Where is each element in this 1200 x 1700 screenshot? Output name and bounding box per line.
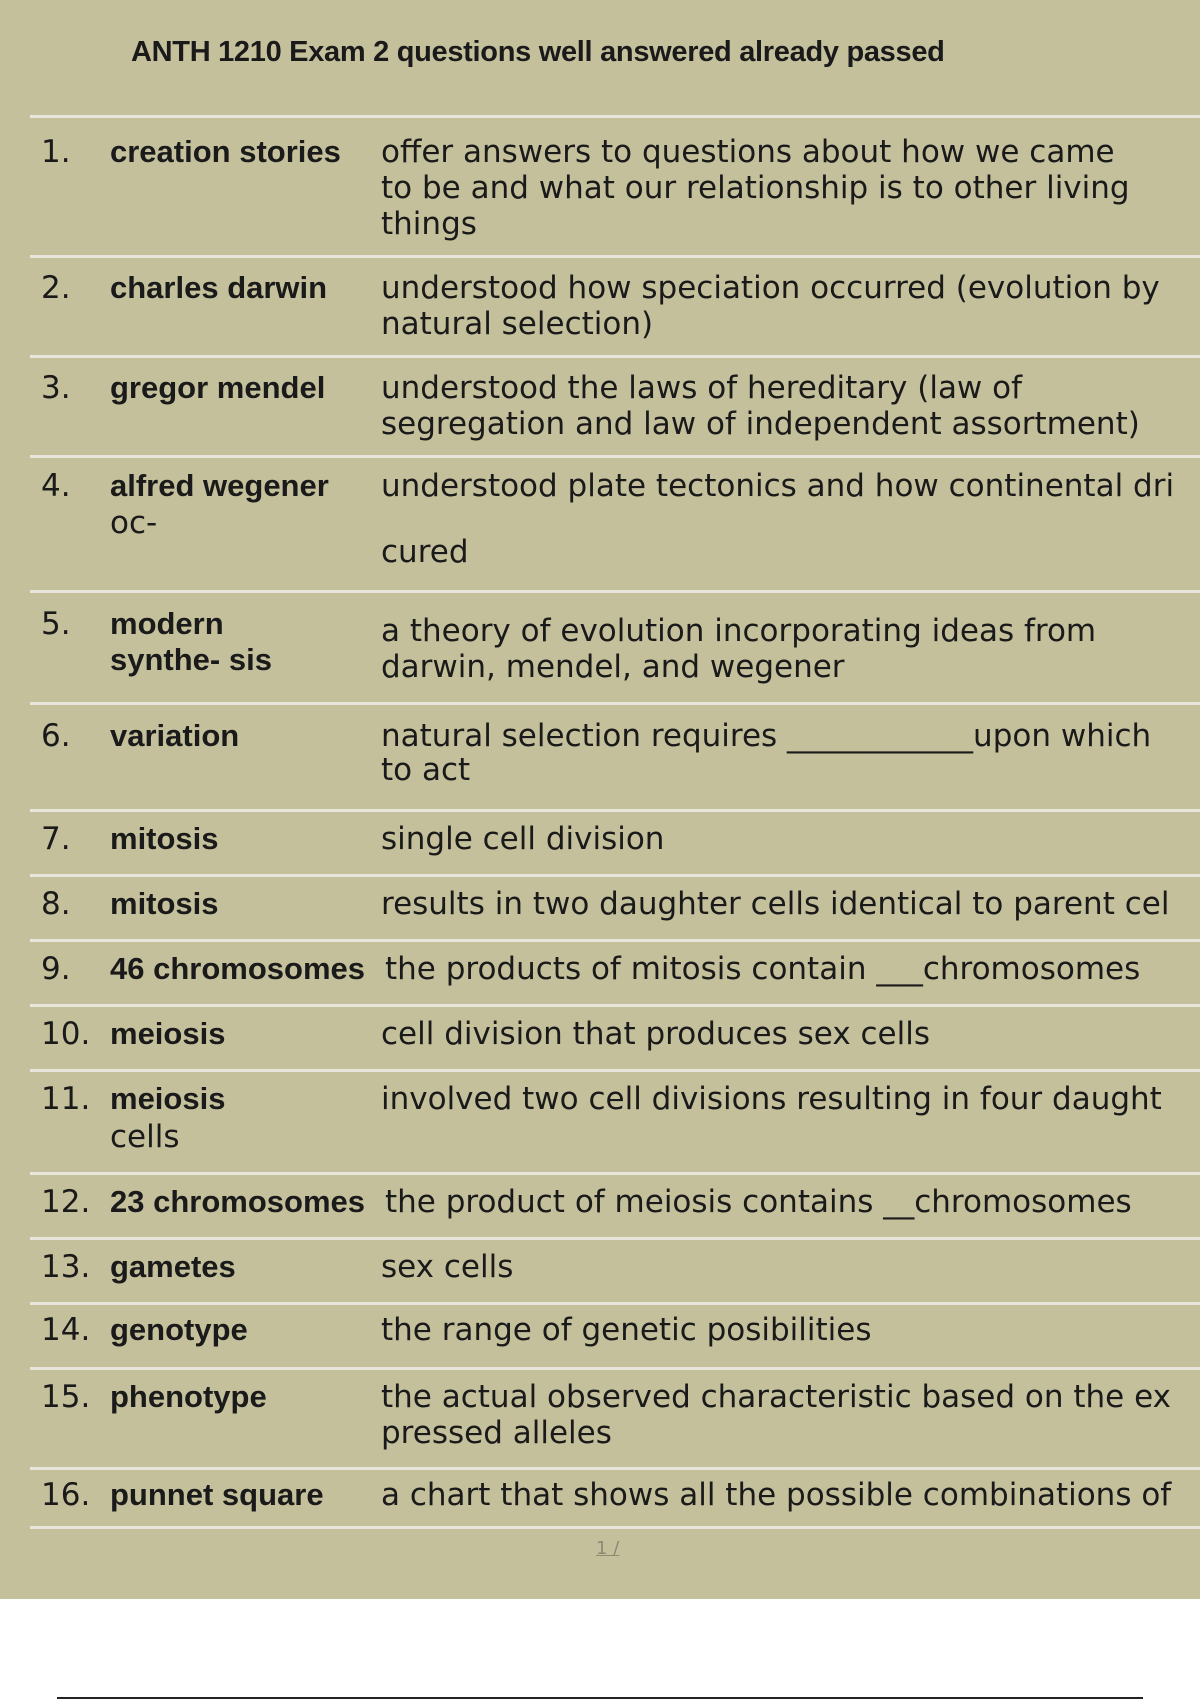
item-number: 6.	[41, 718, 71, 754]
item-definition-line: the product of meiosis contains __chromosomes	[385, 1184, 1132, 1220]
item-number: 8.	[41, 886, 71, 922]
item-definition-line: natural selection)	[381, 306, 654, 342]
item-number: 2.	[41, 270, 71, 306]
list-item	[30, 702, 1200, 809]
list-item	[30, 355, 1200, 455]
item-term-continuation: cells	[110, 1119, 180, 1155]
item-term: mitosis	[110, 886, 219, 921]
item-definition-line: to act	[381, 752, 471, 788]
list-item	[30, 455, 1200, 590]
list-item	[30, 1237, 1200, 1302]
item-term: meiosis	[110, 1016, 226, 1051]
item-term: 23 chromosomes	[110, 1184, 365, 1219]
item-term: synthe- sis	[110, 642, 272, 677]
item-definition-line: segregation and law of independent assortment)	[381, 406, 1140, 442]
item-number: 9.	[41, 951, 71, 987]
list-item	[30, 1367, 1200, 1467]
item-term: creation stories	[110, 134, 341, 169]
item-definition-line: a theory of evolution incorporating ideas from	[381, 613, 1097, 649]
item-term: mitosis	[110, 821, 219, 856]
list-item	[30, 874, 1200, 939]
item-number: 15.	[41, 1379, 91, 1415]
item-definition-line: things	[381, 206, 477, 242]
flashcard-list	[30, 115, 1200, 1529]
item-definition-line: a chart that shows all the possible combinations of	[381, 1477, 1172, 1513]
item-definition-line: involved two cell divisions resulting in four daught	[381, 1081, 1162, 1117]
item-definition-line: understood plate tectonics and how continental dri	[381, 468, 1175, 504]
item-term: genotype	[110, 1312, 248, 1347]
item-term: 46 chromosomes	[110, 951, 365, 986]
item-definition-line: offer answers to questions about how we came	[381, 134, 1115, 170]
item-definition-line: sex cells	[381, 1249, 514, 1285]
item-term-continuation: oc-	[110, 505, 158, 541]
item-term: gametes	[110, 1249, 236, 1284]
item-definition-line: the products of mitosis contain ___chromosomes	[385, 951, 1141, 987]
item-definition-line: pressed alleles	[381, 1415, 612, 1451]
item-definition-line: darwin, mendel, and wegener	[381, 649, 845, 685]
item-definition-line: the actual observed characteristic based on the ex	[381, 1379, 1171, 1415]
list-item	[30, 115, 1200, 255]
page-title: ANTH 1210 Exam 2 questions well answered already passed	[131, 36, 945, 68]
item-definition-line: natural selection requires ____________upon which	[381, 718, 1152, 754]
item-term: meiosis	[110, 1081, 226, 1116]
item-term: alfred wegener	[110, 468, 329, 503]
list-item	[30, 590, 1200, 702]
item-definition-line: understood the laws of hereditary (law of	[381, 370, 1023, 406]
item-definition-line: cell division that produces sex cells	[381, 1016, 931, 1052]
item-number: 12.	[41, 1184, 91, 1220]
item-definition-line: the range of genetic posibilities	[381, 1312, 872, 1348]
list-item	[30, 1069, 1200, 1172]
item-definition-line: cured	[381, 534, 469, 570]
list-item	[30, 1302, 1200, 1367]
item-definition-line: understood how speciation occurred (evolution by	[381, 270, 1160, 306]
list-item	[30, 255, 1200, 355]
item-definition-line: to be and what our relationship is to other living	[381, 170, 1130, 206]
item-number: 7.	[41, 821, 71, 857]
list-item	[30, 809, 1200, 874]
list-item	[30, 939, 1200, 1004]
list-item	[30, 1172, 1200, 1237]
item-term: gregor mendel	[110, 370, 326, 405]
item-number: 10.	[41, 1016, 91, 1052]
item-number: 3.	[41, 370, 71, 406]
item-number: 5.	[41, 606, 71, 642]
page-number: 1 /	[596, 1538, 620, 1559]
item-term: variation	[110, 718, 240, 753]
item-number: 4.	[41, 468, 71, 504]
item-definition-line: results in two daughter cells identical to parent cel	[381, 886, 1170, 922]
page-divider	[57, 1697, 1143, 1699]
item-number: 13.	[41, 1249, 91, 1285]
item-number: 16.	[41, 1477, 91, 1513]
item-number: 11.	[41, 1081, 91, 1117]
item-term: punnet square	[110, 1477, 324, 1512]
item-term: charles darwin	[110, 270, 328, 305]
item-term: modern	[110, 606, 224, 641]
list-item	[30, 1467, 1200, 1529]
item-term: phenotype	[110, 1379, 267, 1414]
item-number: 1.	[41, 134, 71, 170]
list-item	[30, 1004, 1200, 1069]
item-number: 14.	[41, 1312, 91, 1348]
item-definition-line: single cell division	[381, 821, 665, 857]
